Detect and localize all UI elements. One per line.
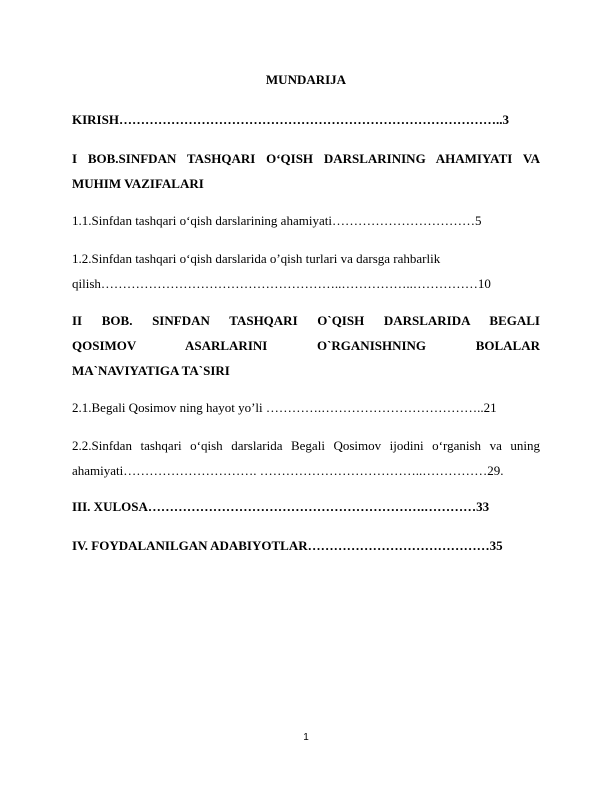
toc-entry-section-2-2 [72, 433, 540, 483]
toc-entry-section-1-2 [72, 246, 540, 296]
toc-entry-kirish: KIRISH……………………………………………………………………………..3 [72, 112, 509, 127]
toc-entry-line: 1.2.Sinfdan tashqari o‘qish darslarida o’qish turlari va darsga rahbarlik [72, 251, 441, 266]
toc-entry-line: MUHIM VAZIFALARI [72, 176, 204, 191]
toc-entry-references: IV. FOYDALANILGAN ADABIYOTLAR……………………………………35 [72, 538, 503, 553]
toc-entry-line: QOSIMOV ASARLARINI O`RGANISHNING BOLALAR [72, 338, 540, 353]
toc-entry-line: qilish………………………………………………..……………..……………10 [72, 276, 491, 291]
toc-entry-line: 2.2.Sinfdan tashqari o‘qish darslarida Begali Qosimov ijodini o‘rganish va uning [72, 438, 540, 453]
toc-entry-line: ahamiyati…………………………. ………………………………..……………29. [72, 463, 504, 478]
toc-entry-line: MA`NAVIYATIGA TA`SIRI [72, 363, 230, 378]
toc-entry-section-1-1: 1.1.Sinfdan tashqari o‘qish darslarining ahamiyati……………………………5 [72, 213, 482, 228]
toc-entry-chapter-1 [72, 146, 540, 196]
toc-entry-line: I BOB.SINFDAN TASHQARI O‘QISH DARSLARINING AHAMIYATI VA [72, 151, 540, 166]
toc-entry-line: II BOB. SINFDAN TASHQARI O`QISH DARSLARIDA BEGALI [72, 313, 540, 328]
page-title: MUNDARIJA [265, 72, 347, 87]
toc-entry-chapter-2 [72, 308, 540, 383]
page-number: 1 [303, 732, 309, 743]
toc-entry-section-2-1: 2.1.Begali Qosimov ning hayot yo’li ………….………………………………..21 [72, 400, 497, 415]
toc-entry-conclusion: III. XULOSA……………………………………………………….…………33 [72, 499, 490, 514]
